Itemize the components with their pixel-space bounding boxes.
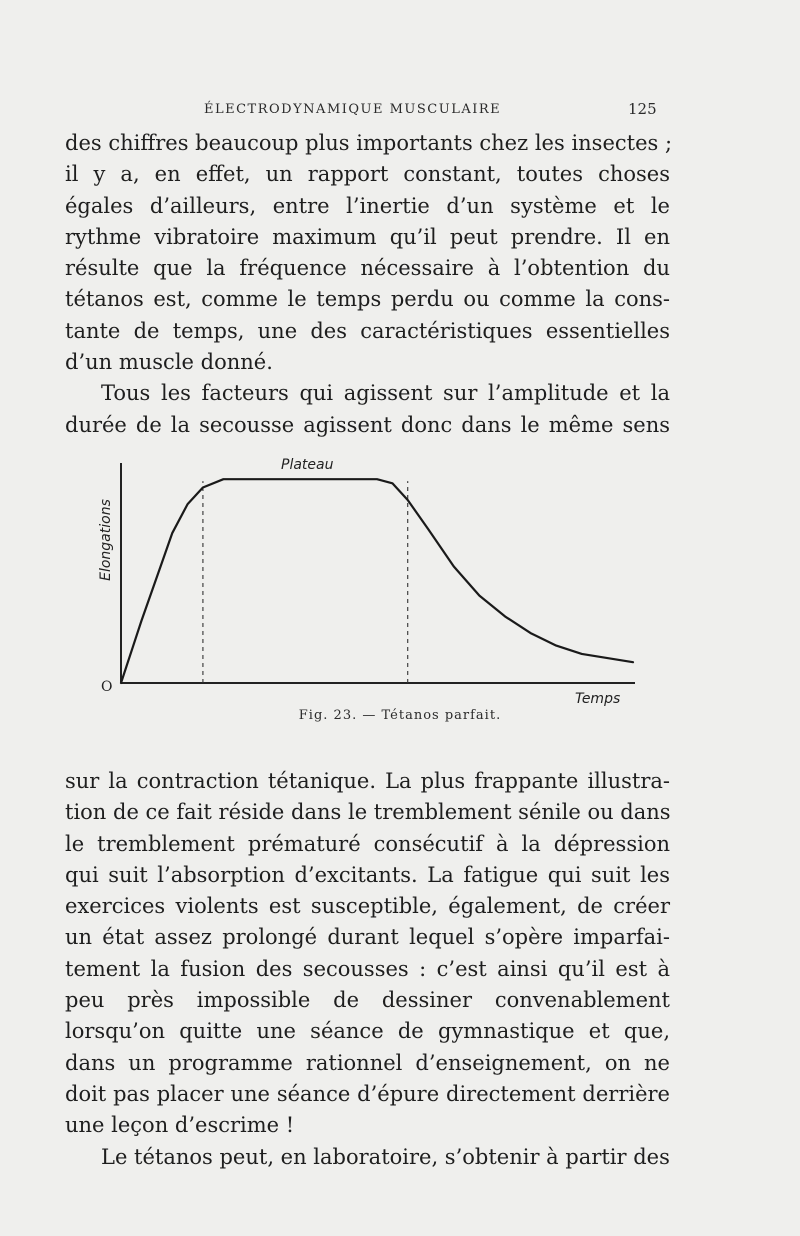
x-axis-label: Temps (575, 691, 621, 707)
text-line: des chiffres beaucoup plus importants chez les insectes ; (65, 131, 673, 155)
text-line: durée de la secousse agissent donc dans le même sens (65, 412, 670, 437)
text-line: tante de temps, une des caractéristiques essentielles (65, 318, 670, 343)
text-line: qui suit l’absorption d’excitants. La fatigue qui suit les (65, 862, 670, 887)
text-line: tétanos est, comme le temps perdu ou comme la cons- (65, 287, 670, 312)
page-number: 125 (628, 100, 657, 118)
text-line: peu près impossible de dessiner convenablement (65, 988, 670, 1013)
text-line: rythme vibratoire maximum qu’il peut prendre. Il en (65, 224, 670, 249)
text-line: tion de ce fait réside dans le tremblement sénile ou dans (65, 800, 671, 825)
text-line: une leçon d’escrime ! (65, 1113, 295, 1138)
text-line: doit pas placer une séance d’épure directement derrière (65, 1081, 670, 1106)
paragraph-before-figure (65, 128, 673, 441)
text-line: dans un programme rationnel d’enseignement, on ne (65, 1050, 670, 1075)
running-title: ÉLECTRODYNAMIQUE MUSCULAIRE (204, 102, 502, 117)
origin-label: O (101, 679, 113, 695)
text-line: Tous les facteurs qui agissent sur l’amplitude et la (101, 381, 670, 406)
series-line (121, 479, 633, 683)
text-line: sur la contraction tétanique. La plus frappante illustra- (65, 769, 670, 793)
text-line: d’un muscle donné. (65, 350, 273, 375)
text-line: exercices violents est susceptible, également, de créer (65, 894, 670, 919)
figure-caption (0, 708, 800, 723)
text-line: il y a, en effet, un rapport constant, toutes choses (65, 162, 670, 187)
caption-title: Tétanos parfait. (381, 708, 502, 723)
plateau-label: Plateau (281, 457, 334, 474)
text-line: tement la fusion des secousses : c’est ainsi qu’il est à (65, 956, 670, 981)
text-line: Le tétanos peut, en laboratoire, s’obtenir à partir des (101, 1144, 670, 1169)
figure-tetanos (80, 420, 650, 720)
text-line: un état assez prolongé durant lequel s’opère imparfai- (65, 925, 670, 950)
text-line: égales d’ailleurs, entre l’inertie d’un système et le (65, 193, 670, 218)
caption-prefix: Fig. 23. — (298, 708, 377, 723)
y-axis-label: Elongations (98, 499, 114, 581)
text-line: résulte que la fréquence nécessaire à l’obtention du (65, 256, 670, 281)
text-line: lorsqu’on quitte une séance de gymnastique et que, (65, 1019, 670, 1044)
text-line: le tremblement prématuré consécutif à la dépression (65, 831, 670, 856)
paragraph-after-figure (65, 766, 670, 1173)
chart-svg (80, 420, 650, 720)
running-head (0, 100, 800, 124)
